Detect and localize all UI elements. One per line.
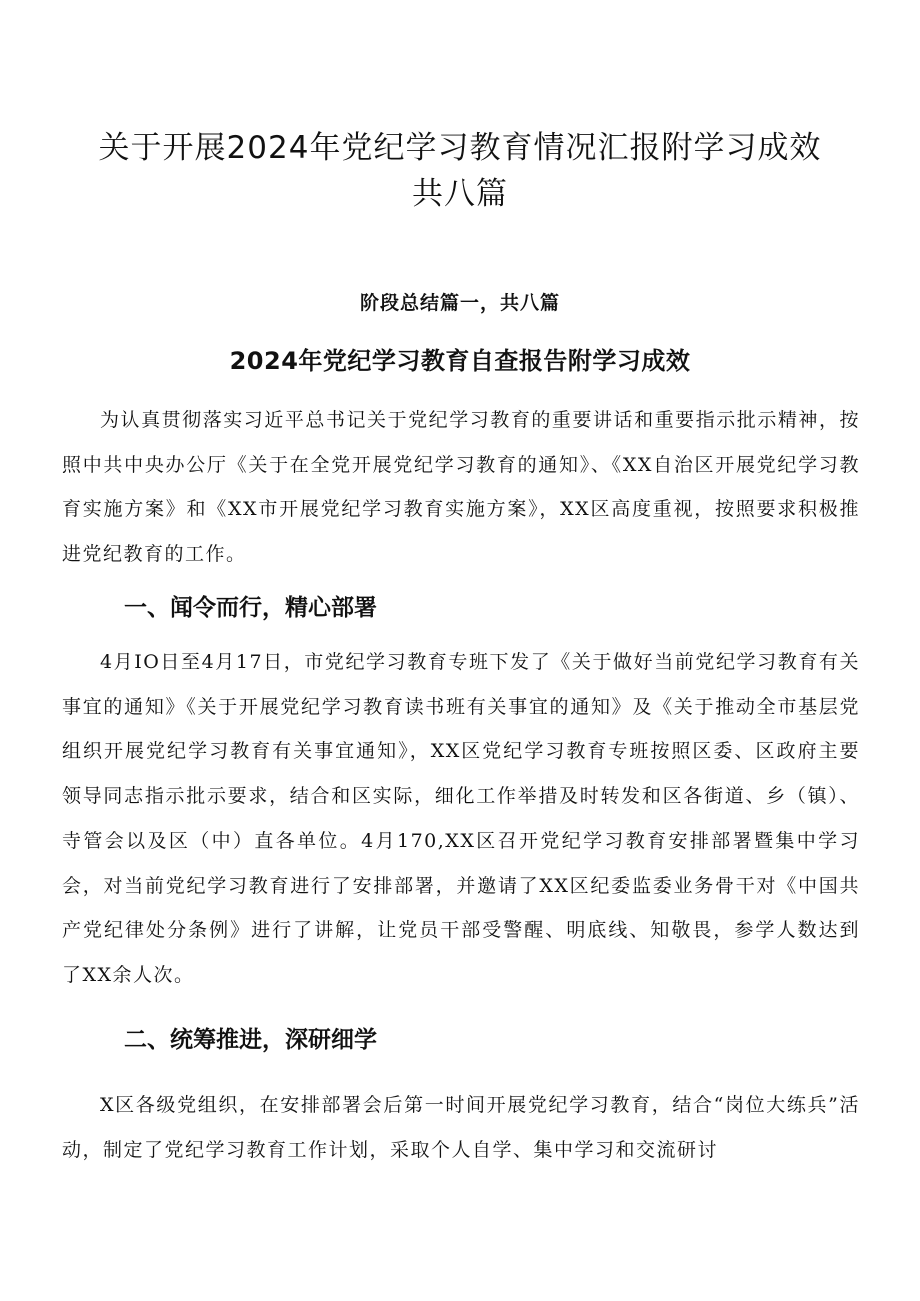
document-title-line-2: 共八篇	[412, 176, 508, 212]
paragraph-study: X区各级党组织，在安排部署会后第一时间开展党纪学习教育，结合“岗位大练兵”活动，制定了党纪学习教育工作计划，采取个人自学、集中学习和交流研讨	[62, 1094, 860, 1161]
sub-title: 2024年党纪学习教育自查报告附学习成效	[229, 347, 691, 375]
paragraph-deployment: 4月IO日至4月17日，市党纪学习教育专班下发了《关于做好当前党纪学习教育有关事宜的通知》《关于开展党纪学习教育读书班有关事宜的通知》及《关于推动全市基层党组织开展党纪学习教育有关事宜通知》，XX区党纪学习教育专班按照区委、区政府主要领导同志指示批示要求，结合和区实际，细化工作举措及时转发和区各街道、乡（镇）、寺管会以及区（中）直各单位。4月170,XX区召开党纪学习教育安排部署暨集中学习会，对当前党纪学习教育进行了安排部署，并邀请了XX区纪委监委业务骨干对《中国共产党纪律处分条例》进行了讲解，让党员干部受警醒、明底线、知敬畏，参学人数达到了XX余人次。	[62, 651, 860, 986]
paragraph-intro: 为认真贯彻落实习近平总书记关于党纪学习教育的重要讲话和重要指示批示精神，按照中共中央办公厅《关于在全党开展党纪学习教育的通知》、《XX自治区开展党纪学习教育实施方案》和《XX市开展党纪学习教育实施方案》，XX区高度重视，按照要求积极推进党纪教育的工作。	[62, 409, 860, 566]
section-heading-2: 二、统筹推进，深研细学	[124, 1027, 377, 1053]
section-label: 阶段总结篇一，共八篇	[359, 292, 560, 314]
section-heading-1: 一、闻令而行，精心部署	[124, 595, 377, 621]
document-title-line-1: 关于开展2024年党纪学习教育情况汇报附学习成效	[98, 130, 822, 166]
